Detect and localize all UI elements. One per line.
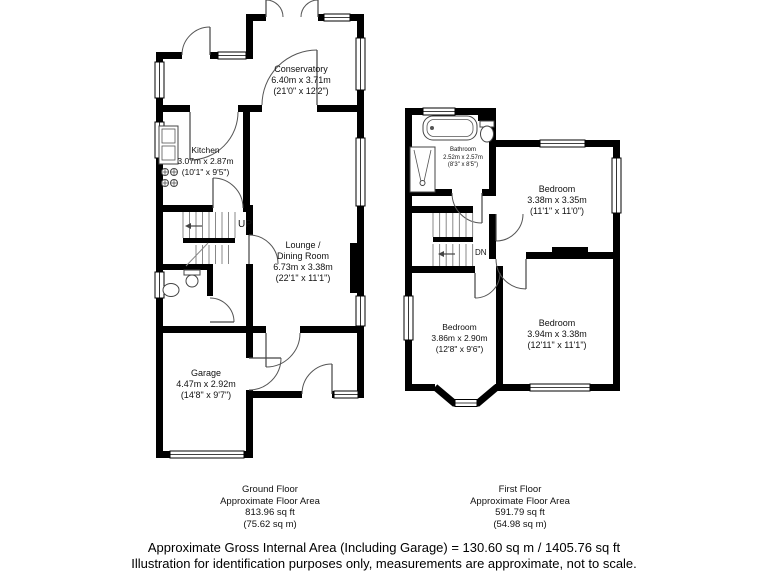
first-floor-area-summary: First Floor Approximate Floor Area 591.79 sq ft (54.98 sq m)	[470, 484, 570, 530]
front-door	[302, 364, 332, 394]
disclaimer-text	[0, 540, 768, 571]
wc-toilet-icon	[184, 270, 200, 287]
ff-stairs-icon	[433, 213, 473, 266]
room-label-bathroom: Bathroom 2.52m x 2.57m (8'3" x 8'5")	[443, 147, 483, 168]
gf-doors	[182, 0, 332, 394]
stairs-direction-arrow	[185, 223, 191, 229]
room-label-conservatory: Conservatory 6.40m x 3.71m (21'0" x 12'2")	[271, 64, 331, 96]
wc-basin-icon	[163, 284, 179, 297]
room-label-bedroom-3: Bedroom 3.94m x 3.38m (12'11" x 11'1")	[527, 318, 587, 350]
room-label-bedroom-1: Bedroom 3.38m x 3.35m (11'1" x 11'0")	[527, 184, 587, 216]
gf-stairs-icon	[183, 212, 235, 266]
gross-internal-area-line: Approximate Gross Internal Area (Including Garage) = 130.60 sq m / 1405.76 sq ft	[147, 540, 621, 555]
room-label-bedroom-2: Bedroom 3.86m x 2.90m (12'8" x 9'6")	[431, 322, 488, 354]
toilet-icon	[478, 112, 496, 142]
room-label-kitchen: Kitchen 3.07m x 2.87m (10'1" x 9'5")	[177, 145, 234, 177]
stairs-down-label: DN	[475, 248, 487, 257]
not-to-scale-line: Illustration for identification purposes only, measurements are approximate, not to scale.	[131, 555, 637, 571]
bathtub-icon	[423, 116, 477, 140]
room-label-lounge-dining: Lounge / Dining Room 6.73m x 3.38m (22'1" x 11'1")	[273, 240, 333, 283]
stairs-up-label: UP	[238, 219, 252, 230]
bay-window	[435, 387, 497, 407]
ground-floor-area-summary: Ground Floor Approximate Floor Area 813.96 sq ft (75.62 sq m)	[220, 484, 320, 530]
stairs-direction-arrow	[438, 251, 444, 257]
room-label-garage: Garage 4.47m x 2.92m (14'8" x 9'7")	[176, 368, 236, 400]
